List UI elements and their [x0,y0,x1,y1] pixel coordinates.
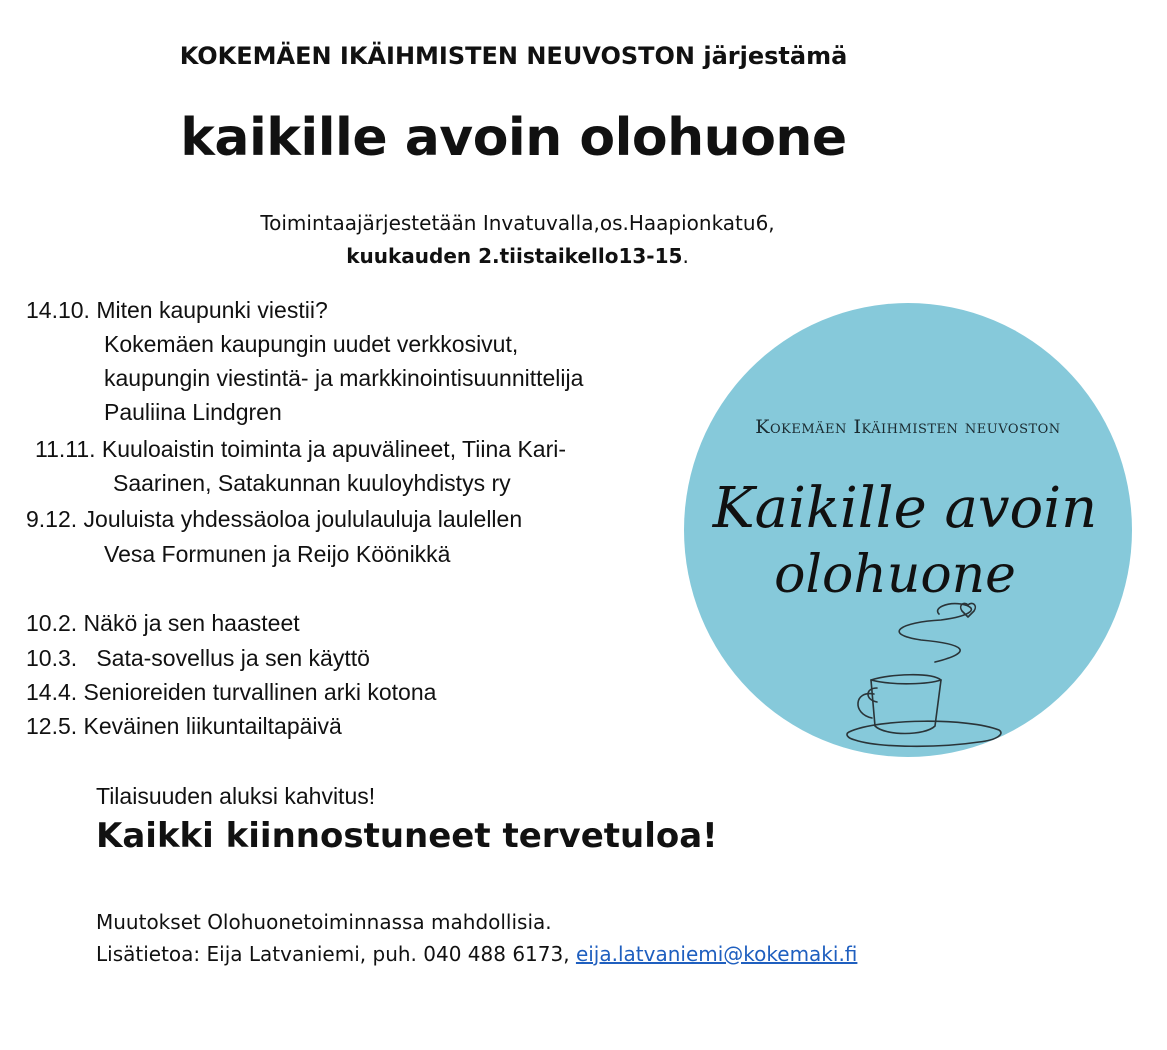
coffee-note: Tilaisuuden aluksi kahvitus! [96,783,376,809]
page-title: kaikille avoin olohuone [180,108,847,168]
program-item: 14.4. Senioreiden turvallinen arki kotona [26,679,437,705]
organizer-heading: KOKEMÄEN IKÄIHMISTEN NEUVOSTON järjestämä [179,42,848,70]
program-item-detail: Vesa Formunen ja Reijo Köönikkä [104,541,451,567]
program-item-detail: Kokemäen kaupungin uudet verkkosivut, [104,331,519,357]
venue-info: Toimintaajärjestetään Invatuvalla,os.Haapionkatu6, [260,211,775,235]
olohuone-logo [683,302,1133,758]
program-item: 10.3. Sata-sovellus ja sen käyttö [26,645,370,671]
time-info-bold: kuukauden 2.tiistaikello13-15 [346,244,683,268]
program-item: 9.12. Jouluista yhdessäoloa joululauluja laulellen [26,506,523,532]
contact-prefix: Lisätietoa: Eija Latvaniemi, puh. 040 488 6173, [96,942,576,966]
logo-script-line2: olohuone [774,545,1016,605]
email-link[interactable]: eija.latvaniemi@kokemaki.fi [575,942,858,966]
welcome-text: Kaikki kiinnostuneet tervetuloa! [96,816,718,856]
program-item-detail: kaupungin viestintä- ja markkinointisuunnittelija [104,365,584,391]
program-item: 10.2. Näkö ja sen haasteet [26,610,300,636]
contact-line [96,942,857,966]
changes-note: Muutokset Olohuonetoiminnassa mahdollisia. [96,910,552,934]
program-item: 11.11. Kuuloaistin toiminta ja apuvälineet, Tiina Kari- [35,436,567,462]
program-item-detail: Saarinen, Satakunnan kuuloyhdistys ry [113,470,511,496]
program-item-detail: Pauliina Lindgren [104,399,282,425]
logo-org-text: Kokemäen Ikäihmisten neuvoston [755,416,1061,438]
logo-script-line1: Kaikille avoin [712,476,1098,541]
time-info [0,244,1035,268]
time-info-end: . [682,244,689,268]
program-item: 12.5. Keväinen liikuntailtapäivä [26,713,342,739]
program-item: 14.10. Miten kaupunki viestii? [26,297,328,323]
